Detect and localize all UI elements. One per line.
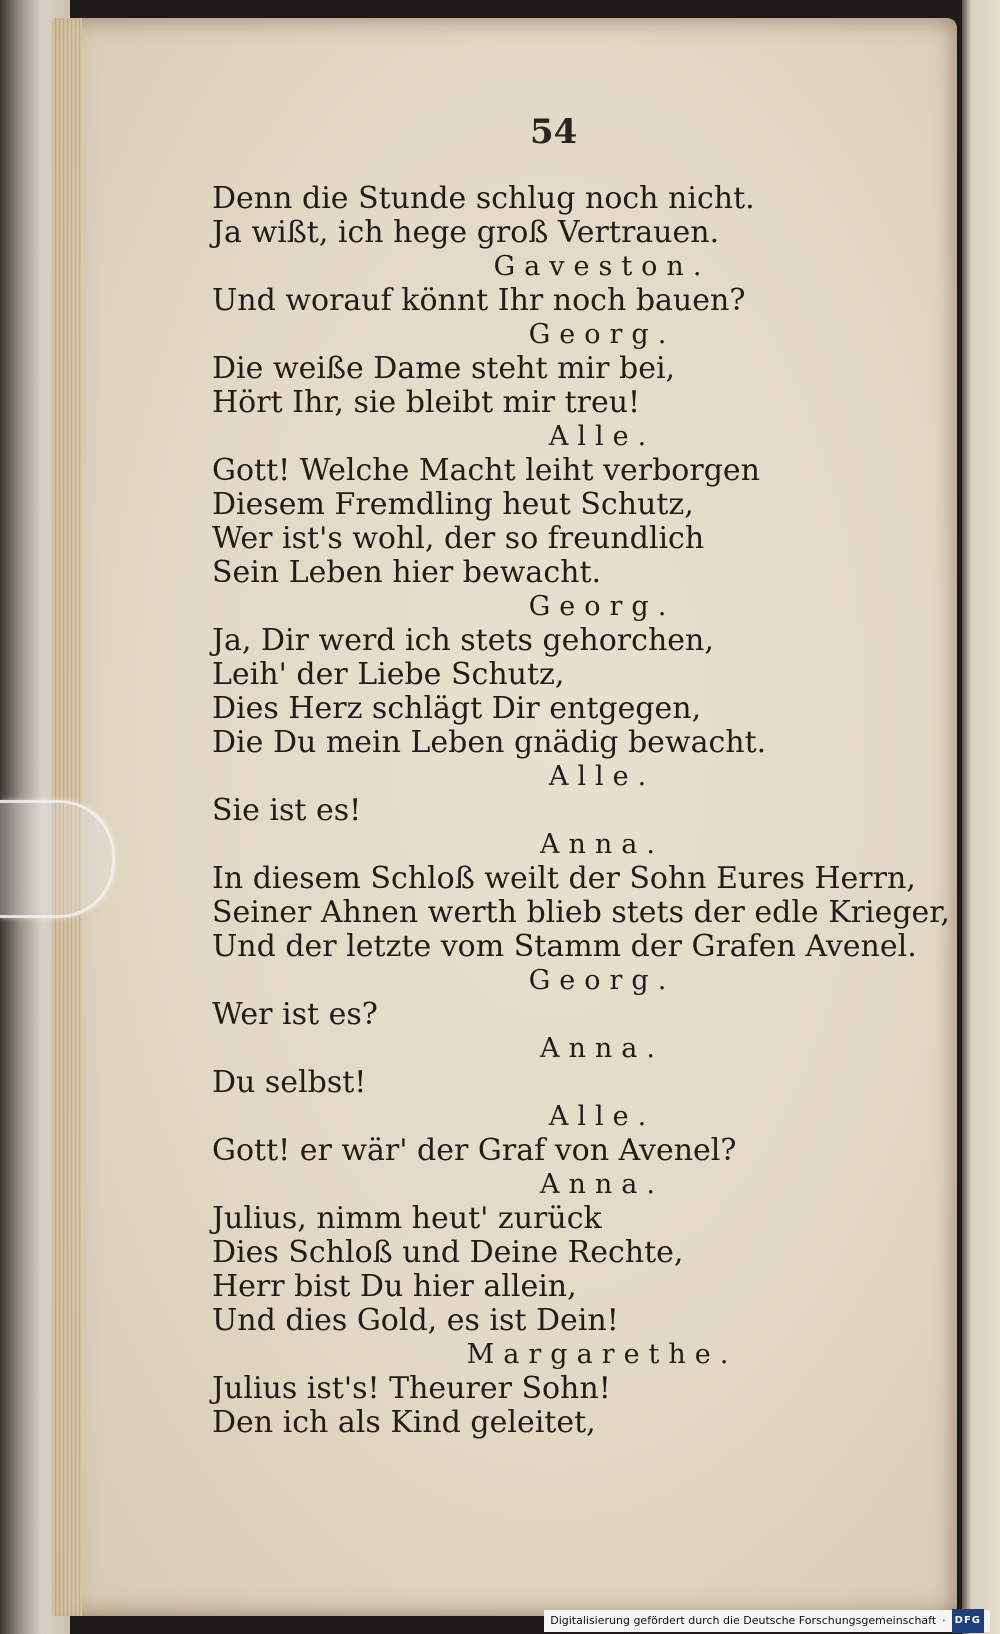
- speaker-name: Margarethe.: [466, 1339, 738, 1370]
- dfg-logo-icon: DFG: [952, 1609, 984, 1633]
- plastic-clip: [0, 800, 115, 918]
- text-line: Wer ist's wohl, der so freundlich: [212, 521, 705, 556]
- text-line: Gott! er wär' der Graf von Avenel?: [212, 1133, 737, 1168]
- speaker-name: Anna.: [540, 1033, 664, 1064]
- text-line: Ja wißt, ich hege groß Vertrauen.: [212, 215, 720, 250]
- facing-page-edge: [962, 0, 1000, 1634]
- speaker-name: Georg.: [528, 965, 676, 996]
- text-line: Gott! Welche Macht leiht verborgen: [212, 453, 760, 488]
- text-line: Und der letzte vom Stamm der Grafen Avenel.: [212, 929, 917, 964]
- footer-separator: ·: [942, 1614, 946, 1627]
- text-line: Dies Schloß und Deine Rechte,: [212, 1235, 684, 1270]
- text-line: Die weiße Dame steht mir bei,: [212, 351, 676, 386]
- text-line: Die Du mein Leben gnädig bewacht.: [212, 725, 767, 760]
- speaker-name: Georg.: [528, 319, 676, 350]
- text-line: Du selbst!: [212, 1065, 367, 1100]
- page-number: 54: [530, 112, 578, 152]
- text-line: Hört Ihr, sie bleibt mir treu!: [212, 385, 641, 420]
- text-line: Ja, Dir werd ich stets gehorchen,: [212, 623, 714, 658]
- text-line: Wer ist es?: [212, 997, 378, 1032]
- speaker-name: Anna.: [540, 829, 664, 860]
- text-line: Sein Leben hier bewacht.: [212, 555, 602, 590]
- speaker-name: Anna.: [540, 1169, 664, 1200]
- speaker-name: Alle.: [548, 761, 656, 792]
- speaker-name: Gaveston.: [493, 251, 711, 282]
- footer-text: Digitalisierung gefördert durch die Deutsche Forschungsgemeinschaft: [550, 1614, 937, 1627]
- text-line: Und dies Gold, es ist Dein!: [212, 1303, 619, 1338]
- text-line: Den ich als Kind geleitet,: [212, 1405, 596, 1440]
- footer-credit: [544, 1610, 990, 1632]
- text-line: Julius, nimm heut' zurück: [212, 1201, 602, 1236]
- text-line: Seiner Ahnen werth blieb stets der edle Krieger,: [212, 895, 950, 930]
- speaker-name: Alle.: [548, 421, 656, 452]
- text-line: Julius ist's! Theurer Sohn!: [212, 1371, 611, 1406]
- text-line: Diesem Fremdling heut Schutz,: [212, 487, 694, 522]
- text-line: Sie ist es!: [212, 793, 362, 828]
- text-line: Denn die Stunde schlug noch nicht.: [212, 181, 755, 216]
- text-line: In diesem Schloß weilt der Sohn Eures Herrn,: [212, 861, 916, 896]
- speaker-name: Georg.: [528, 591, 676, 622]
- text-line: Leih' der Liebe Schutz,: [212, 657, 565, 692]
- libretto-text: [212, 181, 950, 1440]
- text-line: Dies Herz schlägt Dir entgegen,: [212, 691, 702, 726]
- text-line: Und worauf könnt Ihr noch bauen?: [212, 283, 746, 318]
- speaker-name: Alle.: [548, 1101, 656, 1132]
- text-line: Herr bist Du hier allein,: [212, 1269, 577, 1304]
